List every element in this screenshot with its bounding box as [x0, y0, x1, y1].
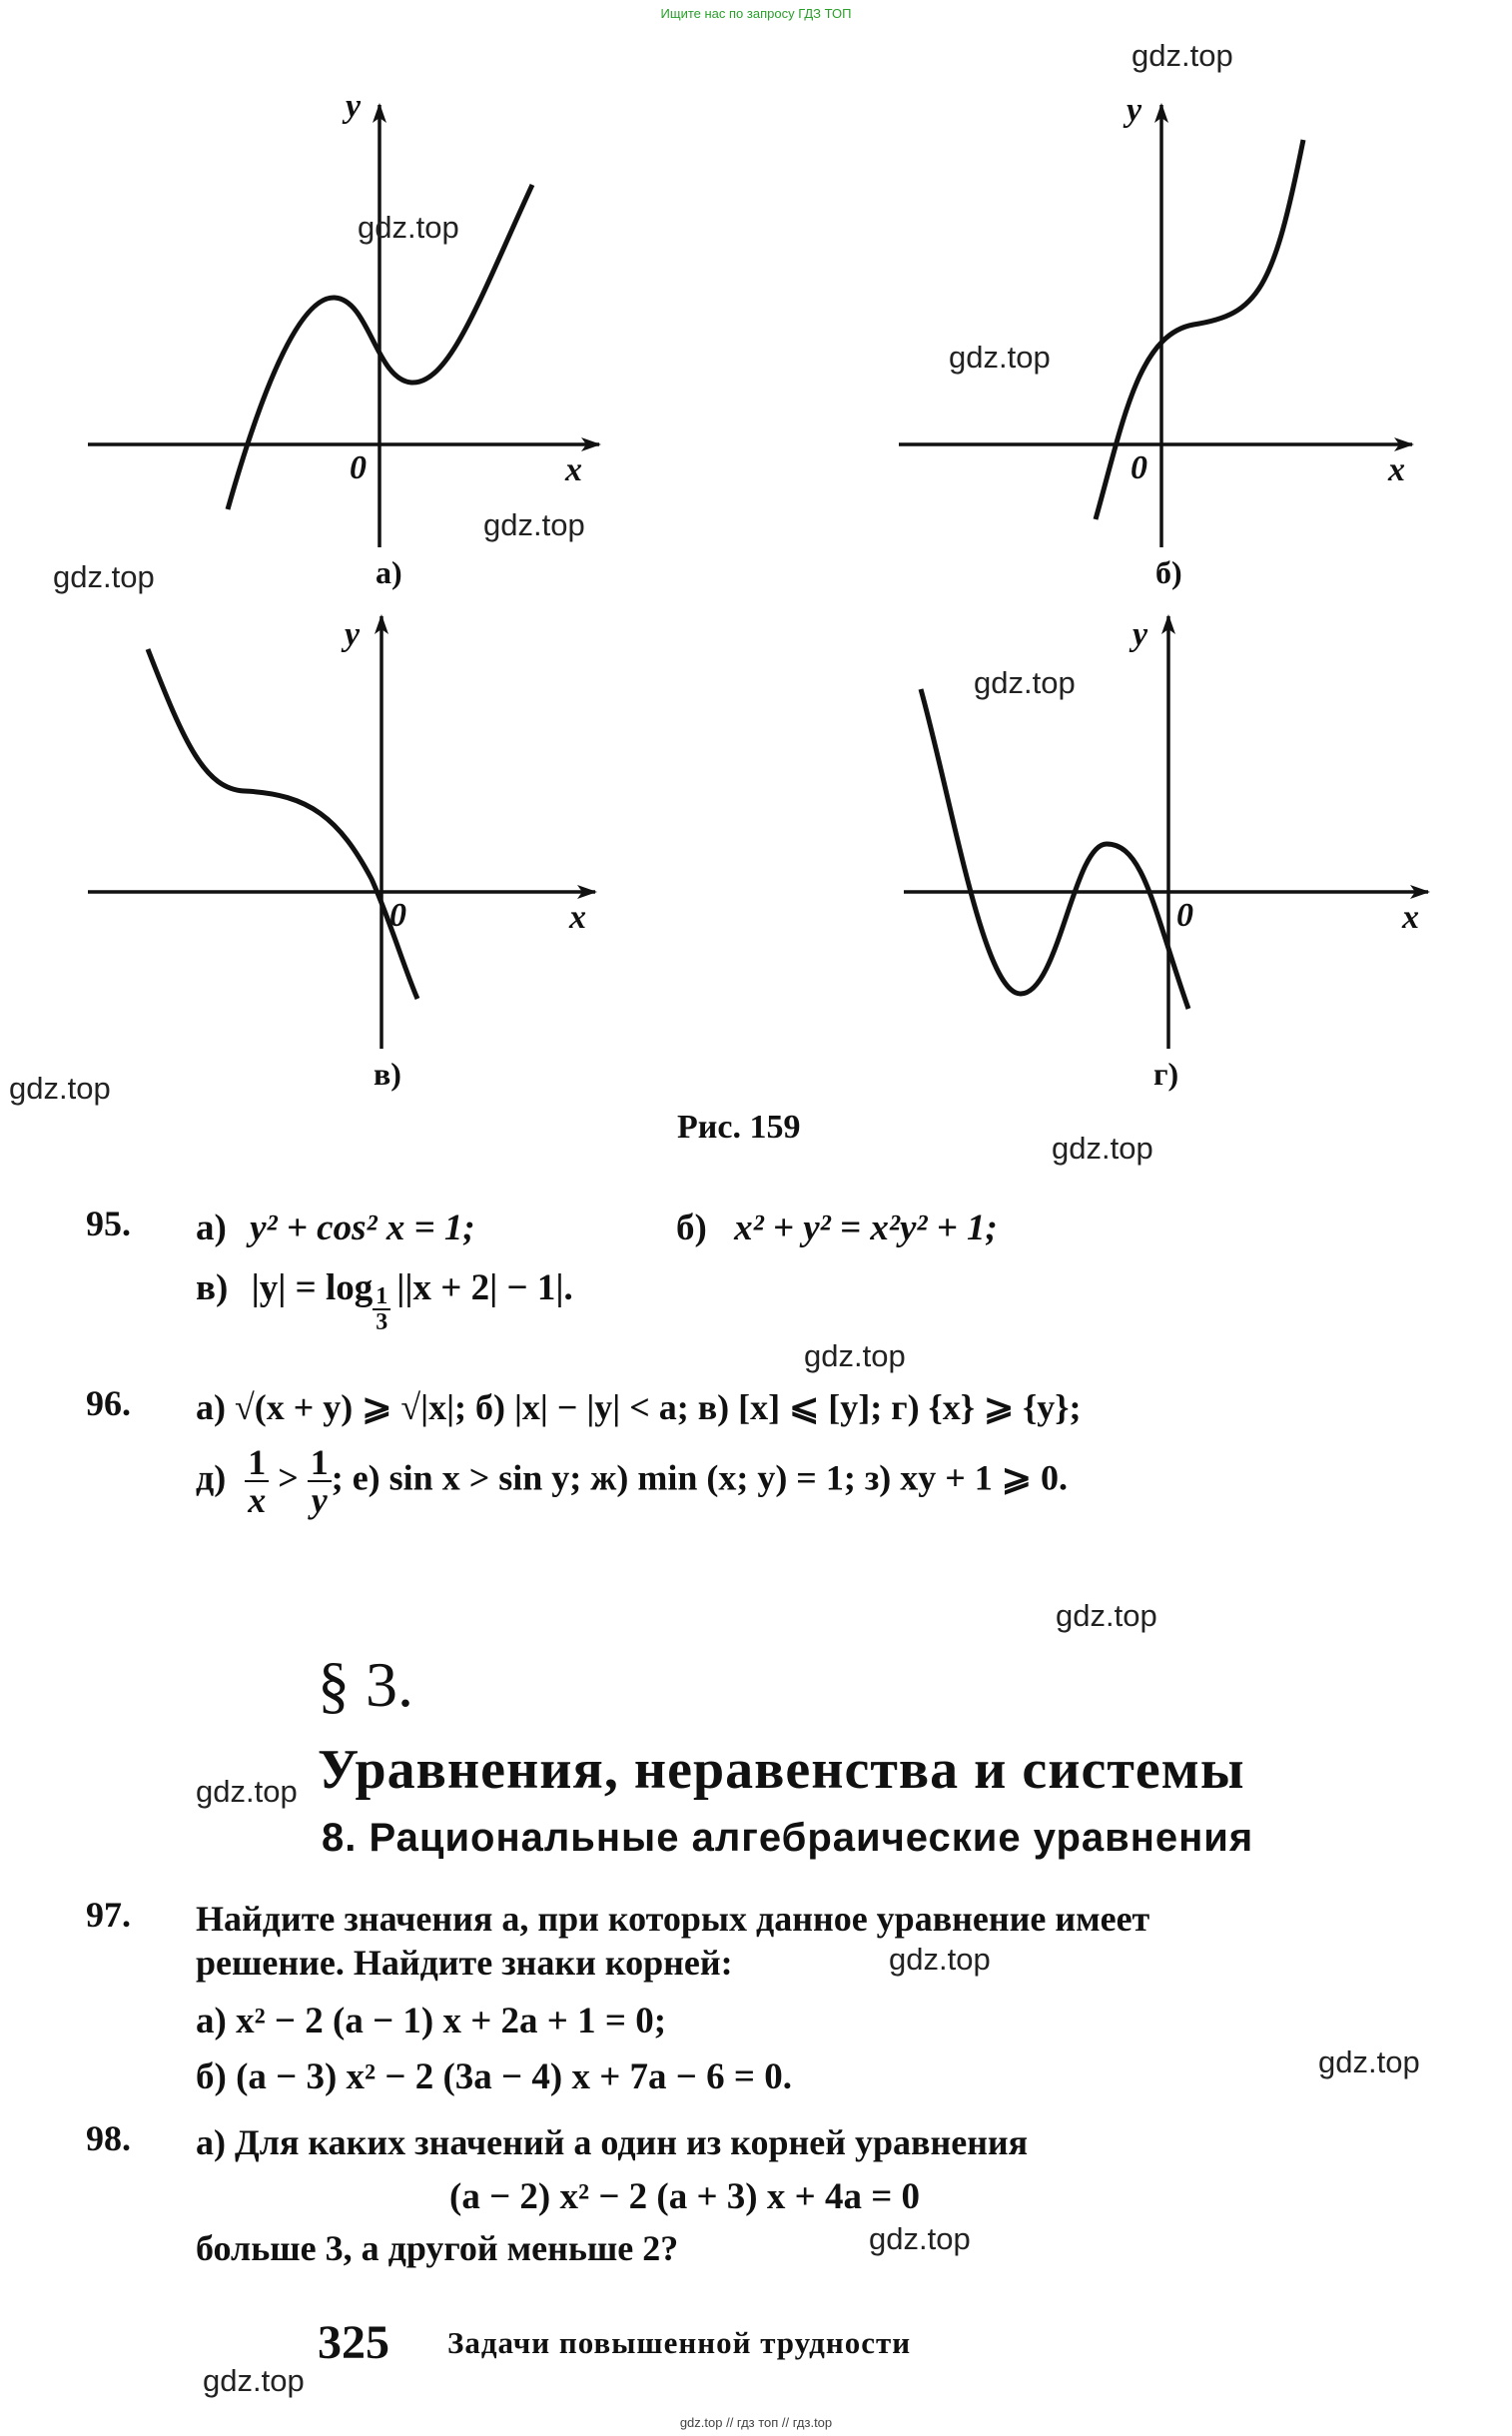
problem-96-d-label: д) [196, 1457, 227, 1498]
problem-95-c-label: в) [196, 1267, 229, 1308]
panel-a-y-label: y [346, 88, 362, 125]
watermark: gdz.top [9, 1071, 111, 1106]
problem-96-rest: ; е) sin x > sin y; ж) min (x; y) = 1; з) xy + 1 ⩾ 0. [331, 1457, 1068, 1498]
panel-d-x-label: x [1402, 899, 1419, 936]
watermark: gdz.top [358, 210, 459, 245]
watermark: gdz.top [1318, 2044, 1420, 2079]
watermark: gdz.top [1132, 38, 1233, 73]
panel-c-origin: 0 [389, 897, 406, 934]
panel-b-y-label: y [1127, 92, 1142, 129]
watermark: gdz.top [483, 507, 585, 542]
panel-b-origin: 0 [1131, 449, 1147, 486]
watermark: gdz.top [974, 665, 1076, 700]
problem-96-number: 96. [86, 1383, 131, 1423]
problem-95-line-1b [676, 1207, 998, 1249]
problem-97-line-1: Найдите значения a, при которых данное уравнение имеет [196, 1899, 1150, 1939]
panel-b-x-label: x [1388, 451, 1405, 488]
section-number: § 3. [318, 1649, 413, 1720]
problem-97-number: 97. [86, 1895, 131, 1935]
panel-c-curve [148, 649, 417, 999]
panel-c-graph [88, 616, 595, 1049]
problem-95-number: 95. [86, 1204, 131, 1243]
problem-98-line-1: а) Для каких значений a один из корней уравнения [196, 2122, 1029, 2162]
panel-b-curve [1096, 140, 1303, 519]
panel-c-label: в) [374, 1056, 401, 1092]
panel-c-x-label: x [569, 899, 586, 936]
problem-96-line-2 [196, 1444, 1068, 1518]
panel-d-label: г) [1153, 1056, 1179, 1092]
panel-a-graph [88, 105, 599, 547]
watermark: gdz.top [804, 1338, 906, 1373]
subsection-title: 8. Рациональные алгебраические уравнения [322, 1816, 1254, 1860]
panel-d-origin: 0 [1176, 897, 1193, 934]
problem-96-line-1: а) √(x + y) ⩾ √|x|; б) |x| − |y| < a; в) [x] ⩽ [y]; г) {x} ⩾ {y}; [196, 1387, 1082, 1427]
running-footer: Задачи повышенной трудности [447, 2325, 912, 2360]
panel-d-y-label: y [1133, 616, 1148, 653]
footer-note: gdz.top // гдз топ // гдз.top [679, 2415, 833, 2430]
problem-95-b: x² + y² = x²y² + 1; [734, 1208, 998, 1248]
panel-a-origin: 0 [350, 449, 367, 486]
greater-sign: > [278, 1457, 299, 1498]
problem-95-line-2 [196, 1266, 573, 1334]
problem-95-a-label: а) [196, 1208, 227, 1248]
section-title: Уравнения, неравенства и системы [318, 1739, 1245, 1801]
problem-98-equation: (a − 2) x² − 2 (a + 3) x + 4a = 0 [449, 2176, 921, 2217]
problem-95-b-label: б) [676, 1208, 707, 1248]
figure-caption: Рис. 159 [677, 1109, 801, 1146]
problem-97-b: б) (a − 3) x² − 2 (3a − 4) x + 7a − 6 = 0. [196, 2056, 792, 2097]
log-base: $\frac{1}{3}$ [373, 1284, 390, 1334]
problem-95-c-arg: ||x + 2| − 1|. [396, 1267, 573, 1308]
page-number: 325 [318, 2316, 389, 2369]
problem-95-a: y² + cos² x = 1; [250, 1208, 475, 1248]
problem-97-line-2: решение. Найдите знаки корней: [196, 1943, 733, 1983]
problem-98-line-3: больше 3, а другой меньше 2? [196, 2228, 679, 2268]
problem-95-c: |y| = log [251, 1267, 374, 1308]
problem-97-a: а) x² − 2 (a − 1) x + 2a + 1 = 0; [196, 2001, 667, 2041]
watermark: gdz.top [949, 340, 1051, 375]
problem-95-line-1 [196, 1207, 475, 1249]
watermark: gdz.top [53, 559, 155, 594]
watermark: gdz.top [196, 1774, 298, 1809]
watermark: gdz.top [203, 2363, 305, 2398]
panel-a-x-label: x [565, 451, 582, 488]
header-note: Ищите нас по запросу ГДЗ ТОП [660, 6, 852, 21]
panel-d-curve [921, 689, 1188, 1009]
panel-b-label: б) [1155, 554, 1182, 590]
watermark: gdz.top [1052, 1131, 1153, 1166]
panel-a-label: а) [376, 554, 402, 590]
watermark: gdz.top [1056, 1598, 1157, 1633]
watermark: gdz.top [889, 1942, 991, 1977]
fraction-1-over-y: $\frac{1}{y}$ [308, 1444, 332, 1518]
watermark: gdz.top [869, 2221, 971, 2256]
panel-b-graph [899, 105, 1412, 547]
problem-98-number: 98. [86, 2118, 131, 2158]
panel-c-y-label: y [345, 616, 361, 653]
fraction-1-over-x: $\frac{1}{x}$ [245, 1444, 269, 1518]
figure-159 [0, 0, 1512, 1109]
